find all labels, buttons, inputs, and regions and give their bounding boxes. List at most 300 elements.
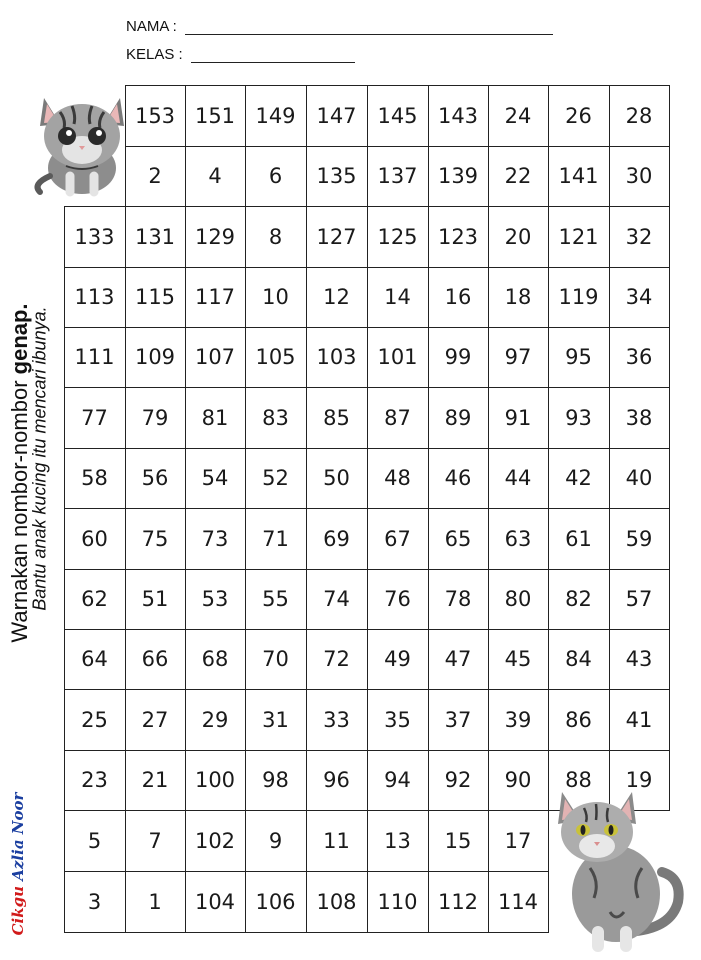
grid-line xyxy=(306,871,368,872)
grid-line xyxy=(488,629,489,690)
grid-line xyxy=(245,569,307,570)
grid-cell[interactable]: 83 xyxy=(262,405,289,430)
grid-line xyxy=(428,146,429,207)
grid-cell[interactable]: 94 xyxy=(384,768,411,792)
grid-line xyxy=(609,508,610,570)
grid-cell[interactable]: 8 xyxy=(268,224,283,249)
grid-line xyxy=(488,206,489,268)
grid-cell[interactable]: 27 xyxy=(141,707,169,732)
grid-cell[interactable]: 145 xyxy=(377,103,418,128)
grid-cell[interactable]: 16 xyxy=(444,285,472,309)
grid-line xyxy=(185,689,246,690)
grid-cell[interactable]: 133 xyxy=(74,224,115,249)
grid-cell[interactable]: 57 xyxy=(625,587,653,611)
grid-cell[interactable]: 30 xyxy=(625,164,653,188)
grid-cell[interactable]: 107 xyxy=(194,345,236,369)
grid-cell[interactable]: 41 xyxy=(625,707,653,732)
grid-line xyxy=(185,387,246,388)
grid-line xyxy=(185,85,186,147)
grid-cell[interactable]: 14 xyxy=(384,285,411,309)
grid-cell[interactable]: 37 xyxy=(444,707,472,732)
grid-cell[interactable]: 71 xyxy=(262,526,289,551)
grid-cell[interactable]: 67 xyxy=(384,526,411,551)
grid-line xyxy=(125,569,126,630)
grid-line xyxy=(609,387,610,449)
grid-line xyxy=(669,267,670,328)
grid-line xyxy=(609,629,670,630)
grid-cell[interactable]: 62 xyxy=(81,587,108,611)
grid-cell[interactable]: 108 xyxy=(316,889,357,914)
cat-illustration xyxy=(550,782,690,952)
grid-cell[interactable]: 117 xyxy=(194,285,236,309)
grid-cell[interactable]: 7 xyxy=(148,828,162,853)
grid-line xyxy=(428,448,429,509)
grid-cell[interactable]: 106 xyxy=(255,889,296,914)
grid-line xyxy=(488,387,549,388)
grid-line xyxy=(548,267,610,268)
grid-line xyxy=(185,387,186,449)
grid-cell[interactable]: 93 xyxy=(565,405,592,430)
grid-line xyxy=(64,206,126,207)
grid-line xyxy=(428,327,489,328)
grid-line xyxy=(185,750,246,751)
grid-line xyxy=(428,629,429,690)
grid-cell[interactable]: 60 xyxy=(81,526,108,551)
grid-line xyxy=(609,146,610,207)
grid-line xyxy=(609,569,610,630)
grid-cell[interactable]: 100 xyxy=(194,768,236,792)
grid-line xyxy=(185,629,186,690)
grid-cell[interactable]: 64 xyxy=(81,647,108,671)
grid-line xyxy=(64,689,65,751)
grid-line xyxy=(185,871,246,872)
grid-line xyxy=(245,508,246,570)
grid-cell[interactable]: 23 xyxy=(81,768,108,792)
grid-line xyxy=(245,871,246,933)
grid-line xyxy=(125,629,126,690)
grid-line xyxy=(367,206,429,207)
grid-line xyxy=(185,267,246,268)
grid-line xyxy=(185,871,186,933)
grid-line xyxy=(367,267,429,268)
grid-line xyxy=(548,689,610,690)
grid-cell[interactable]: 72 xyxy=(323,647,350,671)
grid-cell[interactable]: 105 xyxy=(255,345,296,369)
grid-line xyxy=(185,508,186,570)
grid-cell[interactable]: 96 xyxy=(323,768,350,792)
grid-line xyxy=(367,750,368,811)
grid-line xyxy=(185,206,246,207)
grid-line xyxy=(548,327,610,328)
grid-cell[interactable]: 29 xyxy=(201,707,229,732)
grid-line xyxy=(428,750,489,751)
grid-line xyxy=(428,569,489,570)
grid-cell[interactable]: 39 xyxy=(504,707,532,732)
grid-cell[interactable]: 98 xyxy=(262,768,289,792)
grid-line xyxy=(185,569,246,570)
grid-cell[interactable]: 151 xyxy=(194,103,236,128)
grid-line xyxy=(64,508,126,509)
grid-line xyxy=(367,448,429,449)
grid-cell[interactable]: 112 xyxy=(437,889,479,914)
grid-cell[interactable]: 49 xyxy=(384,647,411,671)
grid-cell[interactable]: 101 xyxy=(377,345,418,369)
grid-cell[interactable]: 143 xyxy=(437,103,479,128)
grid-cell[interactable]: 74 xyxy=(323,587,350,611)
grid-line xyxy=(125,508,186,509)
grid-line xyxy=(367,689,429,690)
grid-line xyxy=(64,327,126,328)
grid-cell[interactable]: 78 xyxy=(444,587,472,611)
author-credit-rest: Azlia Noor xyxy=(9,792,27,881)
grid-line xyxy=(306,387,368,388)
grid-cell[interactable]: 9 xyxy=(268,828,283,853)
grid-cell[interactable]: 33 xyxy=(323,707,350,732)
grid-line xyxy=(245,629,246,690)
grid-cell[interactable]: 114 xyxy=(497,889,539,914)
grid-cell[interactable]: 13 xyxy=(384,828,411,853)
grid-cell[interactable]: 59 xyxy=(625,526,653,551)
grid-line xyxy=(428,448,489,449)
grid-line xyxy=(64,267,126,268)
grid-line xyxy=(306,327,368,328)
grid-line xyxy=(488,85,489,147)
grid-line xyxy=(306,750,368,751)
grid-cell[interactable]: 6 xyxy=(268,164,283,188)
grid-line xyxy=(185,810,246,811)
grid-line xyxy=(428,146,489,147)
grid-line xyxy=(367,448,368,509)
grid-cell[interactable]: 46 xyxy=(444,466,472,490)
grid-line xyxy=(428,569,429,630)
grid-line xyxy=(488,750,489,811)
grid-cell[interactable]: 149 xyxy=(255,103,296,128)
grid-line xyxy=(125,267,126,328)
grid-line xyxy=(245,85,246,147)
grid-line xyxy=(609,206,610,268)
grid-line xyxy=(245,146,307,147)
grid-line xyxy=(609,85,670,86)
grid-line xyxy=(64,932,126,933)
grid-cell[interactable]: 113 xyxy=(74,285,115,309)
grid-line xyxy=(428,327,429,388)
grid-line xyxy=(548,629,549,690)
grid-line xyxy=(367,327,368,388)
grid-line xyxy=(367,85,368,147)
grid-line xyxy=(125,206,126,268)
grid-cell[interactable]: 131 xyxy=(134,224,176,249)
grid-line xyxy=(488,871,489,933)
grid-line xyxy=(306,448,307,509)
grid-cell[interactable]: 56 xyxy=(141,466,169,490)
grid-line xyxy=(64,327,65,388)
grid-line xyxy=(669,569,670,630)
grid-line xyxy=(125,448,126,509)
grid-cell[interactable]: 15 xyxy=(444,828,472,853)
grid-line xyxy=(428,85,489,86)
grid-cell[interactable]: 90 xyxy=(504,768,532,792)
grid-line xyxy=(428,85,429,147)
grid-cell[interactable]: 3 xyxy=(87,889,102,914)
grid-cell[interactable]: 66 xyxy=(141,647,169,671)
grid-line xyxy=(185,810,186,872)
grid-line xyxy=(306,267,307,328)
grid-line xyxy=(609,689,610,751)
grid-cell[interactable]: 32 xyxy=(625,224,653,249)
grid-cell[interactable]: 17 xyxy=(504,828,532,853)
grid-line xyxy=(488,508,549,509)
grid-cell[interactable]: 91 xyxy=(504,405,532,430)
grid-cell[interactable]: 69 xyxy=(323,526,350,551)
grid-cell[interactable]: 4 xyxy=(208,164,222,188)
grid-line xyxy=(245,810,307,811)
grid-line xyxy=(488,508,489,570)
grid-cell[interactable]: 92 xyxy=(444,768,472,792)
grid-cell[interactable]: 43 xyxy=(625,647,653,671)
grid-cell[interactable]: 19 xyxy=(625,768,653,792)
grid-line xyxy=(64,750,65,811)
grid-line xyxy=(488,146,549,147)
grid-cell[interactable]: 86 xyxy=(565,707,592,732)
grid-cell[interactable]: 153 xyxy=(134,103,176,128)
grid-cell[interactable]: 28 xyxy=(625,103,653,128)
grid-line xyxy=(185,146,186,207)
grid-line xyxy=(64,750,126,751)
grid-line xyxy=(64,508,65,570)
grid-cell[interactable]: 68 xyxy=(201,647,229,671)
grid-cell[interactable]: 127 xyxy=(316,224,357,249)
grid-cell[interactable]: 121 xyxy=(558,224,599,249)
grid-cell[interactable]: 104 xyxy=(194,889,236,914)
grid-line xyxy=(367,146,368,207)
grid-line xyxy=(548,387,610,388)
grid-line xyxy=(428,689,429,751)
grid-line xyxy=(64,569,126,570)
grid-cell[interactable]: 61 xyxy=(565,526,592,551)
grid-line xyxy=(306,689,368,690)
grid-line xyxy=(428,810,489,811)
grid-cell[interactable]: 55 xyxy=(262,587,289,611)
grid-line xyxy=(428,932,489,933)
grid-cell[interactable]: 81 xyxy=(201,405,229,430)
grid-line xyxy=(64,267,65,328)
grid-line xyxy=(609,448,670,449)
grid-line xyxy=(64,448,65,509)
grid-line xyxy=(548,689,549,751)
grid-line xyxy=(306,206,307,268)
grid-cell[interactable]: 102 xyxy=(194,828,236,853)
grid-cell[interactable]: 103 xyxy=(316,345,357,369)
grid-line xyxy=(548,629,610,630)
grid-cell[interactable]: 36 xyxy=(625,345,653,369)
grid-cell[interactable]: 34 xyxy=(625,285,653,309)
grid-line xyxy=(245,508,307,509)
grid-cell[interactable]: 53 xyxy=(201,587,229,611)
grid-cell[interactable]: 5 xyxy=(87,828,102,853)
grid-cell[interactable]: 11 xyxy=(323,828,350,853)
grid-cell[interactable]: 26 xyxy=(565,103,592,128)
grid-cell[interactable]: 139 xyxy=(437,164,479,188)
grid-line xyxy=(488,327,489,388)
grid-cell[interactable]: 123 xyxy=(437,224,479,249)
grid-cell[interactable]: 73 xyxy=(201,526,229,551)
grid-line xyxy=(669,689,670,751)
grid-cell[interactable]: 141 xyxy=(558,164,599,188)
grid-cell[interactable]: 137 xyxy=(377,164,418,188)
name-label: NAMA : xyxy=(126,18,177,35)
grid-cell[interactable]: 42 xyxy=(565,466,592,490)
grid-line xyxy=(306,85,307,147)
grid-cell[interactable]: 129 xyxy=(194,224,236,249)
grid-line xyxy=(185,569,186,630)
grid-cell[interactable]: 20 xyxy=(504,224,532,249)
grid-cell[interactable]: 89 xyxy=(444,405,472,430)
grid-line xyxy=(367,267,368,328)
grid-cell[interactable]: 10 xyxy=(262,285,289,309)
grid-line xyxy=(609,689,670,690)
grid-cell[interactable]: 65 xyxy=(444,526,472,551)
grid-line xyxy=(488,448,489,509)
grid-line xyxy=(64,871,65,933)
kitten-illustration xyxy=(30,80,134,198)
grid-line xyxy=(125,146,186,147)
grid-line xyxy=(367,689,368,751)
grid-line xyxy=(185,206,186,268)
grid-cell[interactable]: 25 xyxy=(81,707,108,732)
grid-cell[interactable]: 24 xyxy=(504,103,532,128)
grid-cell[interactable]: 52 xyxy=(262,466,289,490)
grid-line xyxy=(367,85,429,86)
grid-line xyxy=(64,810,65,872)
grid-line xyxy=(548,267,549,328)
grid-line xyxy=(306,327,307,388)
grid-line xyxy=(367,871,429,872)
grid-cell[interactable]: 1 xyxy=(148,889,162,914)
grid-cell[interactable]: 147 xyxy=(316,103,357,128)
grid-cell[interactable]: 119 xyxy=(558,285,599,309)
grid-line xyxy=(306,629,368,630)
grid-line xyxy=(609,267,610,328)
grid-line xyxy=(367,387,429,388)
grid-line xyxy=(367,327,429,328)
grid-line xyxy=(125,810,186,811)
grid-cell[interactable]: 35 xyxy=(384,707,411,732)
grid-cell[interactable]: 21 xyxy=(141,768,169,792)
grid-line xyxy=(669,387,670,449)
grid-line xyxy=(185,689,186,751)
grid-line xyxy=(428,387,489,388)
grid-cell[interactable]: 80 xyxy=(504,587,532,611)
grid-cell[interactable]: 48 xyxy=(384,466,411,490)
grid-line xyxy=(609,448,610,509)
grid-line xyxy=(125,750,126,811)
grid-line xyxy=(245,750,246,811)
grid-line xyxy=(306,569,368,570)
grid-cell[interactable]: 95 xyxy=(565,345,592,369)
grid-cell[interactable]: 77 xyxy=(81,405,108,430)
grid-line xyxy=(548,508,610,509)
grid-cell[interactable]: 58 xyxy=(81,466,108,490)
grid-cell[interactable]: 2 xyxy=(148,164,162,188)
grid-cell[interactable]: 87 xyxy=(384,405,411,430)
grid-cell[interactable]: 115 xyxy=(134,285,176,309)
grid-cell[interactable]: 76 xyxy=(384,587,411,611)
instruction-subtitle: Bantu anak kucing itu mencari ibunya. xyxy=(29,306,50,611)
grid-cell[interactable]: 40 xyxy=(625,466,653,490)
grid-cell[interactable]: 70 xyxy=(262,647,289,671)
grid-cell[interactable]: 75 xyxy=(141,526,169,551)
grid-cell[interactable]: 22 xyxy=(504,164,532,188)
grid-cell[interactable]: 88 xyxy=(565,768,592,792)
grid-cell[interactable]: 84 xyxy=(565,647,592,671)
grid-line xyxy=(125,206,186,207)
grid-line xyxy=(125,327,126,388)
grid-cell[interactable]: 109 xyxy=(134,345,176,369)
grid-line xyxy=(367,508,368,570)
grid-line xyxy=(367,810,368,872)
grid-line xyxy=(669,508,670,570)
grid-cell[interactable]: 79 xyxy=(141,405,169,430)
grid-line xyxy=(548,750,610,751)
grid-cell[interactable]: 45 xyxy=(504,647,532,671)
grid-line xyxy=(306,387,307,449)
grid-line xyxy=(609,327,670,328)
grid-line xyxy=(125,508,126,570)
grid-cell[interactable]: 97 xyxy=(504,345,532,369)
grid-cell[interactable]: 63 xyxy=(504,526,532,551)
grid-cell[interactable]: 31 xyxy=(262,707,289,732)
grid-cell[interactable]: 54 xyxy=(201,466,229,490)
grid-line xyxy=(548,85,610,86)
grid-line xyxy=(548,327,549,388)
grid-line xyxy=(306,146,307,207)
grid-cell[interactable]: 50 xyxy=(323,466,350,490)
grid-line xyxy=(428,750,429,811)
grid-line xyxy=(125,387,186,388)
grid-line xyxy=(548,750,549,811)
grid-line xyxy=(306,508,307,570)
grid-line xyxy=(428,810,429,872)
grid-cell[interactable]: 82 xyxy=(565,587,592,611)
grid-line xyxy=(488,810,549,811)
class-label: KELAS : xyxy=(126,46,183,63)
grid-line xyxy=(367,387,368,449)
grid-line xyxy=(306,146,368,147)
grid-cell[interactable]: 38 xyxy=(625,405,653,430)
grid-line xyxy=(488,146,489,207)
grid-line xyxy=(367,629,368,690)
grid-line xyxy=(245,206,246,268)
grid-line xyxy=(488,750,549,751)
grid-cell[interactable]: 99 xyxy=(444,345,472,369)
grid-line xyxy=(548,448,610,449)
grid-cell[interactable]: 12 xyxy=(323,285,350,309)
grid-cell[interactable]: 111 xyxy=(74,345,115,369)
grid-cell[interactable]: 47 xyxy=(444,647,472,671)
grid-line xyxy=(488,327,549,328)
grid-line xyxy=(548,85,549,147)
grid-cell[interactable]: 135 xyxy=(316,164,357,188)
grid-cell[interactable]: 110 xyxy=(377,889,418,914)
grid-line xyxy=(548,508,549,570)
grid-cell[interactable]: 85 xyxy=(323,405,350,430)
grid-cell[interactable]: 125 xyxy=(377,224,418,249)
grid-line xyxy=(245,689,307,690)
grid-cell[interactable]: 51 xyxy=(141,587,169,611)
grid-cell[interactable]: 44 xyxy=(504,466,532,490)
grid-cell[interactable]: 18 xyxy=(504,285,532,309)
grid-line xyxy=(488,569,489,630)
